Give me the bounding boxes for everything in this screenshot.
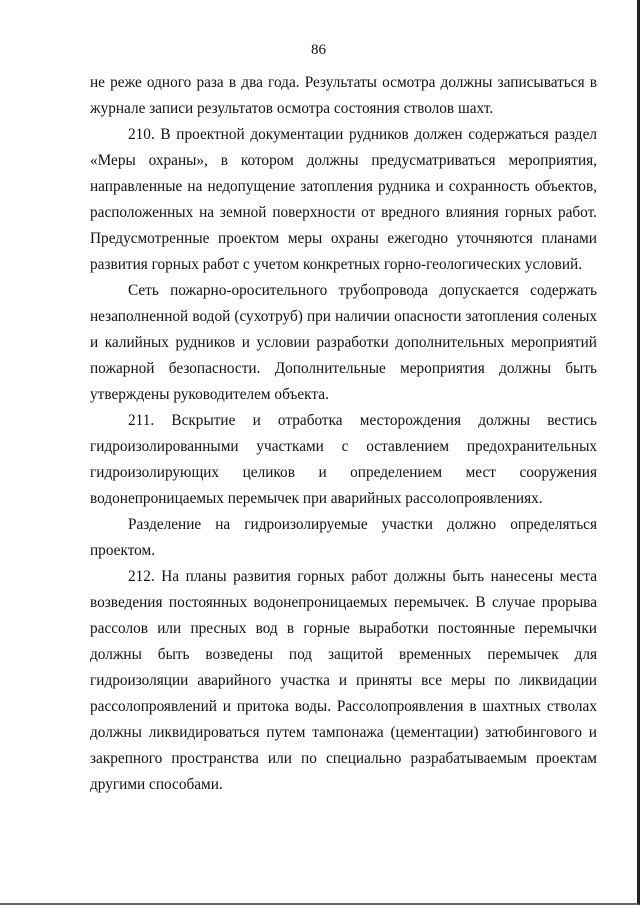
paragraph-211: 211. Вскрытие и отработка месторождения должны вестись гидроизолированными участками с оставлением предохранительных гидроизолирующих целиков и определением мест сооружения водонепроницаемых перемычек при аварийных рассолопроявлениях. — [90, 412, 597, 507]
paragraph-fire-pipeline: Сеть пожарно-оросительного трубопровода допускается содержать незаполненной водой (сухотруб) при наличии опасности затопления соленых и калийных рудников и условии разработки дополнительных мероприятий пожарной безопасности. Дополнительные мероприятия должны быть утверждены руководителем объекта. — [90, 282, 597, 403]
paragraph-210: 210. В проектной документации рудников должен содержаться раздел «Меры охраны», в котором должны предусматриваться мероприятия, направленные на недопущение затопления рудника и сохранность объектов, расположенных на земной поверхности от вредного влияния горных работ. Предусмотренные проектом меры охраны ежегодно уточняются планами развития горных работ с учетом конкретных горно-геологических условий. — [90, 126, 597, 273]
paragraph-continuation: не реже одного раза в два года. Результаты осмотра должны записываться в журнале записи результатов осмотра состояния стволов шахт. — [90, 74, 597, 117]
paragraph-division: Разделение на гидроизолируемые участки должно определяться проектом. — [90, 516, 597, 559]
page-body — [90, 70, 597, 798]
page-number: 86 — [311, 42, 326, 58]
paragraph-212: 212. На планы развития горных работ должны быть нанесены места возведения постоянных водонепроницаемых перемычек. В случае прорыва рассолов или пресных вод в горные выработки постоянные перемычки должны быть возведены под защитой временных перемычек для гидроизоляции аварийного участка и приняты все меры по ликвидации рассолопроявлений и притока воды. Рассолопроявления в шахтных стволах должны ликвидироваться путем тампонажа (цементации) затюбингового и закрепного пространства или по специально разрабатываемым проектам другими способами. — [90, 568, 597, 793]
